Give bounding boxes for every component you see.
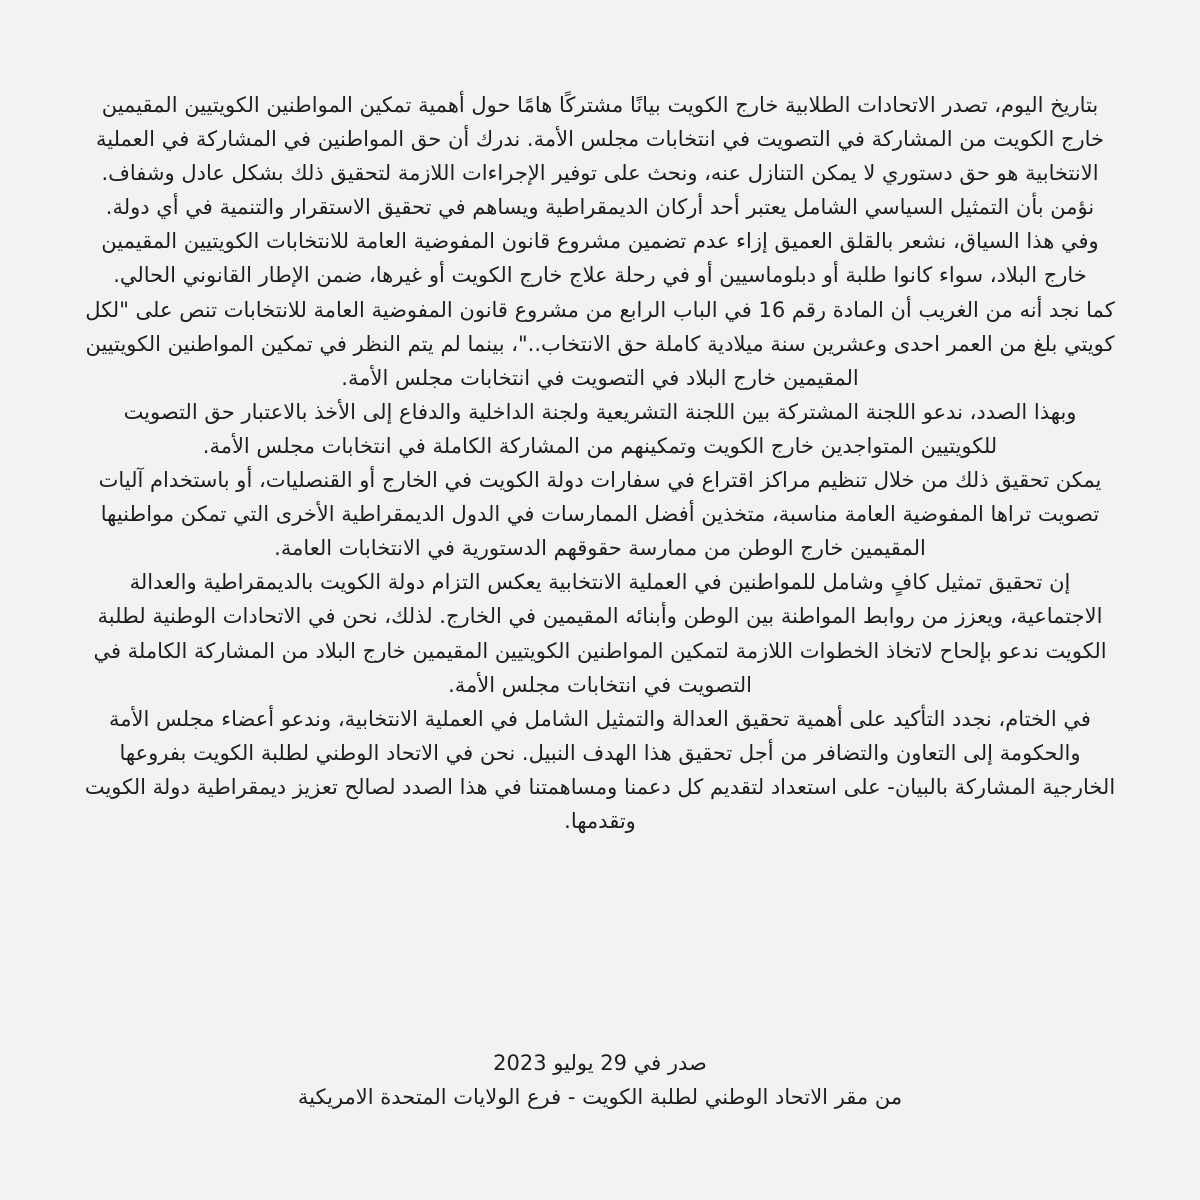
statement-paragraph-intro: بتاريخ اليوم، تصدر الاتحادات الطلابية خارج الكويت بيانًا مشتركًا هامًا حول أهمية تمكين المواطنين الكويتيين المقيمين خارج الكويت من المشاركة في التصويت في انتخابات مجلس الأمة. ندرك أن حق المواطنين في المشاركة في العملية الانتخابية هو حق دستوري لا يمكن التنازل عنه، ونحث على توفير الإجراءات اللازمة لتحقيق ذلك بشكل عادل وشفاف. bbox=[95, 93, 1105, 186]
issue-date: صدر في 29 يوليو 2023 bbox=[493, 1051, 707, 1075]
statement-paragraph-committee-call: وبهذا الصدد، ندعو اللجنة المشتركة بين اللجنة التشريعية ولجنة الداخلية والدفاع إلى الأخذ بالاعتبار حق التصويت للكويتيين المتواجدين خارج الكويت وتمكينهم من المشاركة الكاملة في انتخابات مجلس الأمة. bbox=[123, 399, 1077, 458]
statement-body bbox=[84, 88, 1116, 838]
issuing-office: من مقر الاتحاد الوطني لطلبة الكويت - فرع الولايات المتحدة الامريكية bbox=[297, 1085, 903, 1109]
signature-block bbox=[150, 1046, 1050, 1114]
statement-paragraph-democracy: إن تحقيق تمثيل كافٍ وشامل للمواطنين في العملية الانتخابية يعكس التزام دولة الكويت بالديمقراطية والعدالة الاجتماعية، ويعزز من روابط المواطنة بين الوطن وأبنائه المقيمين في الخارج. لذلك، نحن في الاتحادات الوطنية لطلبة الكويت ندعو بإلحاح لاتخاذ الخطوات اللازمة لتمكين المواطنين الكويتيين المقيمين خارج البلاد من المشاركة الكاملة في التصويت في انتخابات مجلس الأمة. bbox=[93, 570, 1107, 697]
statement-paragraph-article-16: كما نجد أنه من الغريب أن المادة رقم 16 في الباب الرابع من مشروع قانون المفوضية العامة للانتخابات تنص على "لكل كويتي بلغ من العمر احدى وعشرين سنة ميلادية كاملة حق الانتخاب.."، بينما لم يتم النظر في تمكين المواطنين الكويتيين المقيمين خارج البلاد في التصويت في انتخابات مجلس الأمة. bbox=[85, 297, 1115, 390]
statement-paragraph-representation: نؤمن بأن التمثيل السياسي الشامل يعتبر أحد أركان الديمقراطية ويساهم في تحقيق الاستقرار والتنمية في أي دولة. وفي هذا السياق، نشعر بالقلق العميق إزاء عدم تضمين مشروع قانون المفوضية العامة للانتخابات الكويتيين المقيمين خارج البلاد، سواء كانوا طلبة أو دبلوماسيين أو في رحلة علاج خارج الكويت أو غيرها، ضمن الإطار القانوني الحالي. bbox=[101, 195, 1099, 288]
statement-paragraph-voting-mechanisms: يمكن تحقيق ذلك من خلال تنظيم مراكز اقتراع في سفارات دولة الكويت في الخارج أو القنصليات، أو باستخدام آليات تصويت تراها المفوضية العامة مناسبة، متخذين أفضل الممارسات في الدول الديمقراطية الأخرى التي تمكن مواطنيها المقيمين خارج الوطن من ممارسة حقوقهم الدستورية في الانتخابات العامة. bbox=[98, 468, 1102, 561]
statement-paragraph-conclusion: في الختام، نجدد التأكيد على أهمية تحقيق العدالة والتمثيل الشامل في العملية الانتخابية، وندعو أعضاء مجلس الأمة والحكومة إلى التعاون والتضافر من أجل تحقيق هذا الهدف النبيل. نحن في الاتحاد الوطني لطلبة الكويت بفروعها الخارجية المشاركة بالبيان- على استعداد لتقديم كل دعمنا ومساهمتنا في هذا الصدد لصالح تعزيز ديمقراطية دولة الكويت وتقدمها. bbox=[84, 706, 1116, 833]
